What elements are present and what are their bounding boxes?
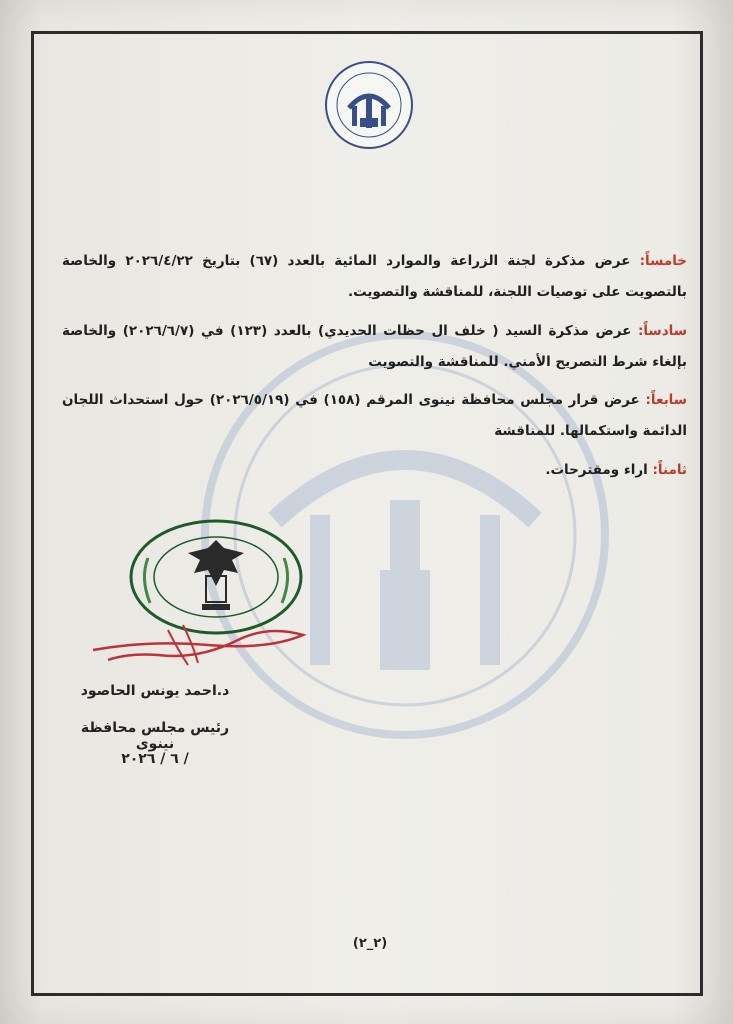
agenda-item-7-lead: سابعاً:	[645, 392, 687, 408]
agenda-item-8-text: اراء ومقترحات.	[545, 462, 653, 478]
page-number: (٢_٢)	[352, 936, 388, 951]
agenda-item-8-lead: ثامناً:	[652, 462, 687, 478]
agenda-item-6-text: عرض مذكرة السيد ( خلف ال حظات الحديدي) بالعدد (١٢٣) في (٢٠٢٦/٦/٧) والخاصة بإلغاء شرط التصريح الأمني. للمناقشة والتصويت	[62, 323, 687, 370]
signature-date: / ٦ / ٢٠٢٦	[121, 751, 189, 767]
agenda-item-5	[62, 246, 687, 308]
agenda-item-5-text: عرض مذكرة لجنة الزراعة والموارد المائية بالعدد (٦٧) بتاريخ ٢٠٢٦/٤/٢٢ والخاصة بالتصويت على توصيات اللجنة، للمناقشة والتصويت.	[62, 253, 687, 300]
signatory-name: د.احمد يونس الحاصود	[80, 683, 230, 699]
signatory-title: رئيس مجلس محافظة نينوى	[80, 720, 230, 752]
agenda-item-7-text: عرض قرار مجلس محافظة نينوى المرقم (١٥٨) في (٢٠٢٦/٥/١٩) حول استحداث اللجان الدائمة واستكمالها. للمناقشة	[62, 392, 687, 439]
council-logo	[324, 60, 414, 150]
agenda-item-5-lead: خامساً:	[639, 253, 687, 269]
agenda-item-8	[62, 455, 687, 486]
agenda-item-7	[62, 385, 687, 447]
handwritten-signature	[88, 615, 313, 670]
agenda-item-6-lead: سادساً:	[637, 323, 687, 339]
agenda-item-6	[62, 316, 687, 378]
